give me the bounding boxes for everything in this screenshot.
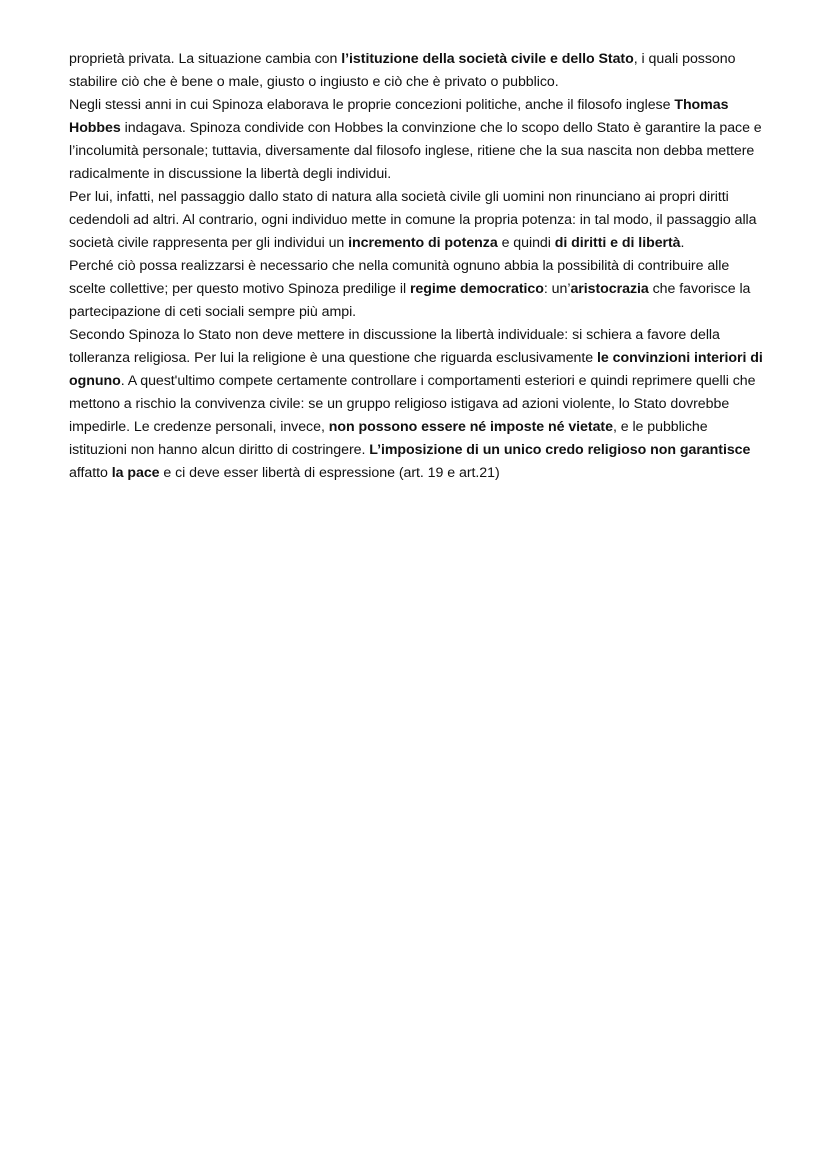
text-segment: Secondo Spinoza lo Stato non deve mettere in discussione la libertà individuale: si schiera a favore della tolleranza religiosa. Per lui la religione è una questione che riguarda esclusivamente	[69, 327, 720, 366]
text-segment: .	[680, 235, 685, 251]
paragraph-civil-society	[69, 186, 769, 255]
bold-segment: l’istituzione della società civile e dello Stato	[341, 51, 634, 67]
text-segment: , e le pubbliche istituzioni non hanno alcun diritto di costringere.	[69, 419, 708, 458]
paragraph-religious-tolerance	[69, 324, 769, 485]
bold-segment: di diritti e di libertà	[554, 235, 681, 251]
text-segment: Perché ciò possa realizzarsi è necessario che nella comunità ognuno abbia la possibilità di contribuire alle scelte collettive; per questo motivo Spinoza predilige il	[69, 258, 730, 297]
text-segment: affatto	[69, 465, 112, 481]
paragraph-hobbes	[69, 94, 769, 186]
bold-segment: aristocrazia	[570, 281, 649, 297]
text-segment: . A quest'ultimo compete certamente controllare i comportamenti esteriori e quindi reprimere quelli che mettono a rischio la convivenza civile: se un gruppo religioso istigava ad azioni violente, lo Stato dovrebbe impedirle. Le credenze personali, invece,	[69, 373, 756, 435]
text-segment: proprietà privata. La situazione cambia con	[69, 51, 342, 67]
document-body	[69, 48, 769, 485]
bold-segment: incremento di potenza	[348, 235, 498, 251]
bold-segment: L’imposizione di un unico credo religioso non garantisce	[369, 442, 751, 458]
bold-segment: la pace	[111, 465, 160, 481]
text-segment: : un’	[543, 281, 571, 297]
bold-segment: Thomas Hobbes	[69, 97, 729, 136]
text-segment: che favorisce la partecipazione di ceti sociali sempre più ampi.	[69, 281, 751, 320]
bold-segment: regime democratico	[409, 281, 544, 297]
text-segment: e quindi	[497, 235, 555, 251]
paragraph-democracy	[69, 255, 769, 324]
paragraph-private-property	[69, 48, 769, 94]
text-segment: indagava. Spinoza condivide con Hobbes la convinzione che lo scopo dello Stato è garantire la pace e l’incolumità personale; tuttavia, diversamente dal filosofo inglese, ritiene che la sua nascita non debba mettere radicalmente in discussione la libertà degli individui.	[69, 120, 762, 182]
text-segment: , i quali possono stabilire ciò che è bene o male, giusto o ingiusto e ciò che è privato o pubblico.	[69, 51, 736, 90]
text-segment: Per lui, infatti, nel passaggio dallo stato di natura alla società civile gli uomini non rinunciano ai propri diritti cedendoli ad altri. Al contrario, ogni individuo mette in comune la propria potenza: in tal modo, il passaggio alla società civile rappresenta per gli individui un	[69, 189, 757, 251]
bold-segment: non possono essere né imposte né vietate	[328, 419, 613, 435]
text-segment: e ci deve esser libertà di espressione (art. 19 e art.21)	[159, 465, 500, 481]
text-segment: Negli stessi anni in cui Spinoza elaborava le proprie concezioni politiche, anche il filosofo inglese	[69, 97, 675, 113]
bold-segment: le convinzioni interiori di ognuno	[69, 350, 763, 389]
